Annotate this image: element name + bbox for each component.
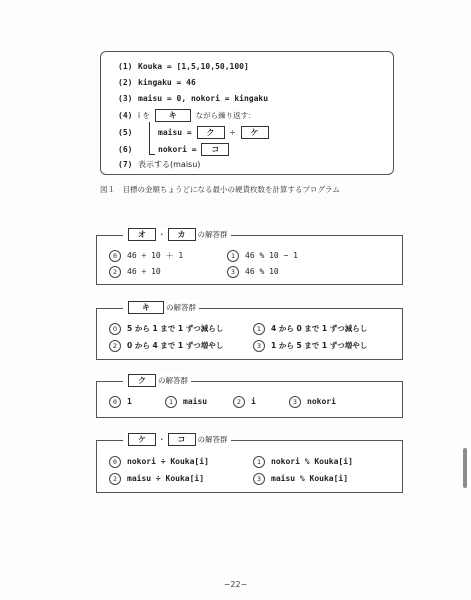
choice-text: 46 % 10 − 1 <box>245 251 298 260</box>
program-line-5 <box>118 126 269 139</box>
line-number: (5) <box>118 128 133 137</box>
choice-3[interactable] <box>289 396 336 409</box>
code-text: 表示する(maisu) <box>138 160 201 169</box>
line-number: (3) <box>118 94 133 103</box>
program-listing <box>100 51 394 175</box>
choice-0[interactable] <box>109 323 223 336</box>
answer-group-o-ka <box>96 230 403 285</box>
line-number: (6) <box>118 145 133 154</box>
choice-number-badge: 2 <box>109 266 121 278</box>
choice-text: 46 ÷ 10 ＋ 1 <box>127 251 184 260</box>
choice-number-badge: 3 <box>253 340 265 352</box>
choice-text: nokori <box>307 397 336 406</box>
choice-0[interactable] <box>109 396 132 409</box>
choice-2[interactable] <box>109 340 223 353</box>
loop-bracket-line <box>149 122 150 154</box>
choice-number-badge: 2 <box>109 473 121 485</box>
loop-bracket-foot <box>149 154 155 155</box>
group-title <box>123 373 191 389</box>
code-text: maisu = <box>158 128 192 137</box>
choice-text: 5 から 1 まで 1 ずつ減らし <box>127 324 224 333</box>
choice-number-badge: 1 <box>227 250 239 262</box>
program-line-1 <box>118 61 249 73</box>
group-title <box>123 300 199 316</box>
choice-1[interactable] <box>165 396 207 409</box>
blank-ku-box: ク <box>197 126 225 139</box>
choice-text: 0 から 4 まで 1 ずつ増やし <box>127 341 224 350</box>
program-line-4 <box>118 109 256 122</box>
code-text: nokori = <box>158 145 197 154</box>
choice-0[interactable] <box>109 456 209 469</box>
choice-2[interactable] <box>233 396 256 409</box>
choice-text: 1 から 5 まで 1 ずつ増やし <box>271 341 368 350</box>
choice-text: maisu % Kouka[i] <box>271 474 349 483</box>
line-number: (1) <box>118 62 133 71</box>
choice-2[interactable] <box>109 473 204 486</box>
choice-number-badge: 2 <box>233 396 245 408</box>
separator: ・ <box>158 435 166 444</box>
choice-number-badge: 0 <box>109 456 121 468</box>
choice-number-badge: 3 <box>227 266 239 278</box>
answer-group-ke-ko <box>96 435 403 493</box>
code-text: maisu = 0, nokori = kingaku <box>138 94 269 103</box>
choice-text: maisu ÷ Kouka[i] <box>127 474 205 483</box>
program-line-3 <box>118 93 268 105</box>
choice-number-badge: 1 <box>253 456 265 468</box>
choice-number-badge: 1 <box>253 323 265 335</box>
figure-caption: 図１ 目標の金額ちょうどになる最小の硬貨枚数を計算するプログラム <box>100 185 340 194</box>
group-title <box>123 227 231 243</box>
blank-ka-box: カ <box>168 228 196 241</box>
choice-number-badge: 3 <box>289 396 301 408</box>
code-text: i を <box>138 111 150 120</box>
code-text: kingaku = 46 <box>138 78 196 87</box>
choice-number-badge: 2 <box>109 340 121 352</box>
choice-3[interactable] <box>253 473 348 486</box>
choice-2[interactable] <box>109 266 161 279</box>
choice-number-badge: 0 <box>109 250 121 262</box>
choice-text: i <box>251 397 256 406</box>
blank-o-box: オ <box>128 228 156 241</box>
blank-ke-box: ケ <box>241 126 269 139</box>
divide-operator: ÷ <box>229 128 236 137</box>
program-line-2 <box>118 77 196 89</box>
choice-3[interactable] <box>253 340 367 353</box>
group-suffix: の解答群 <box>197 230 228 239</box>
blank-ki-box: キ <box>155 109 191 122</box>
choice-text: nokori % Kouka[i] <box>271 457 353 466</box>
choice-text: 46 ÷ 10 <box>127 267 161 276</box>
choice-text: 4 から 0 まで 1 ずつ減らし <box>271 324 368 333</box>
blank-ki-box: キ <box>128 301 164 314</box>
blank-ko-box: コ <box>168 433 196 446</box>
choice-number-badge: 1 <box>165 396 177 408</box>
blank-ku-box: ク <box>128 374 156 387</box>
scrollbar-thumb[interactable] <box>463 448 467 488</box>
choice-text: 46 % 10 <box>245 267 279 276</box>
choice-number-badge: 3 <box>253 473 265 485</box>
page-number: −22− <box>223 580 248 589</box>
blank-ko-box: コ <box>201 143 229 156</box>
program-line-7 <box>118 159 200 171</box>
code-text: ながら繰り返す： <box>195 111 256 120</box>
choice-3[interactable] <box>227 266 279 279</box>
choice-0[interactable] <box>109 250 183 263</box>
program-line-6 <box>118 143 229 156</box>
choice-text: maisu <box>183 397 208 406</box>
answer-group-ki <box>96 303 403 360</box>
line-number: (4) <box>118 111 133 120</box>
group-title <box>123 432 231 448</box>
choice-number-badge: 0 <box>109 396 121 408</box>
group-suffix: の解答群 <box>166 303 196 312</box>
group-suffix: の解答群 <box>158 376 188 385</box>
choice-text: 1 <box>127 397 132 406</box>
choice-1[interactable] <box>253 323 367 336</box>
choice-text: nokori ÷ Kouka[i] <box>127 457 209 466</box>
answer-group-ku <box>96 376 403 418</box>
blank-ke-box: ケ <box>128 433 156 446</box>
code-text: Kouka = [1,5,10,50,100] <box>138 62 249 71</box>
line-number: (2) <box>118 78 133 87</box>
separator: ・ <box>158 230 166 239</box>
choice-number-badge: 0 <box>109 323 121 335</box>
group-suffix: の解答群 <box>197 435 228 444</box>
choice-1[interactable] <box>227 250 298 263</box>
choice-1[interactable] <box>253 456 353 469</box>
line-number: (7) <box>118 160 133 169</box>
